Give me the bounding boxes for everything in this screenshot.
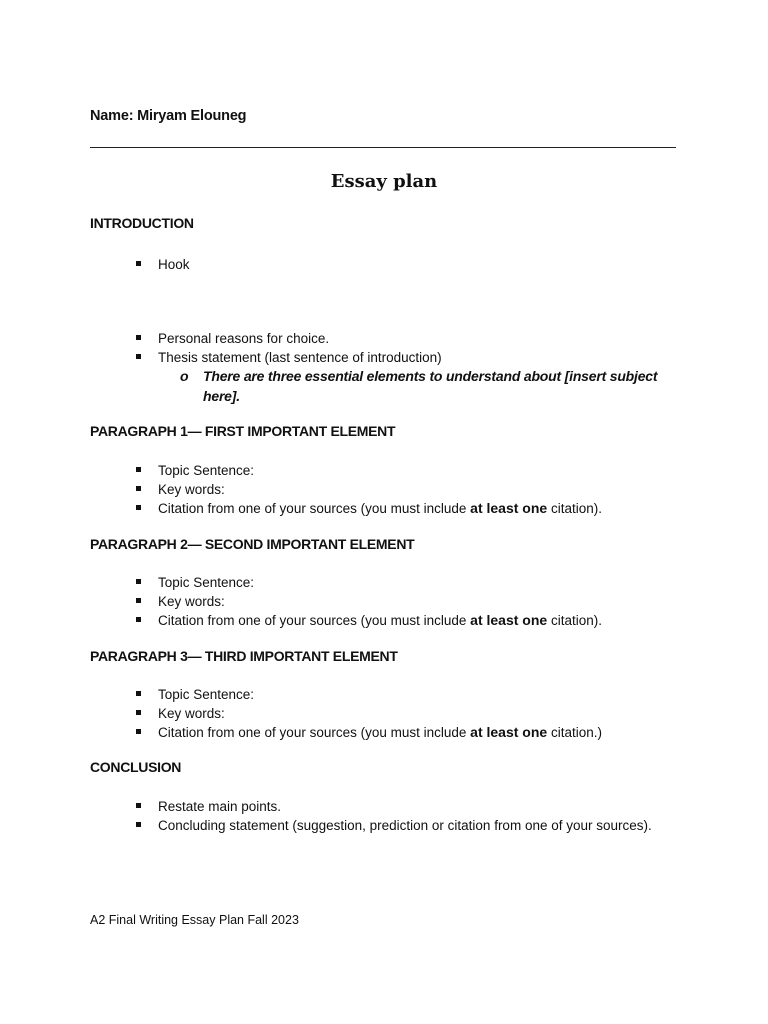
introduction-heading: INTRODUCTION xyxy=(90,215,194,231)
key-words-text: Key words: xyxy=(158,482,225,497)
bullet-square-icon xyxy=(136,467,141,472)
bullet-square-icon xyxy=(136,261,141,266)
bullet-square-icon xyxy=(136,822,141,827)
citation-text-start: Citation from one of your sources (you must include xyxy=(158,725,471,740)
bullet-square-icon xyxy=(136,354,141,359)
bullet-square-icon xyxy=(136,691,141,696)
bullet-square-icon xyxy=(136,505,141,510)
personal-reasons-text: Personal reasons for choice. xyxy=(158,331,330,346)
key-words-text: Key words: xyxy=(158,706,225,721)
citation-text-start: Citation from one of your sources (you must include xyxy=(158,501,471,516)
citation-emphasis: at least one xyxy=(470,724,548,740)
citation-text-end: citation). xyxy=(547,613,602,628)
thesis-example-text: There are three essential elements to understand about [insert subject here]. xyxy=(203,368,658,404)
citation-emphasis: at least one xyxy=(470,500,548,516)
bullet-square-icon xyxy=(136,729,141,734)
sub-bullet-marker: o xyxy=(180,368,189,384)
document-title: Essay plan xyxy=(330,171,438,192)
bullet-square-icon xyxy=(136,617,141,622)
hook-text: Hook xyxy=(158,257,190,272)
bullet-square-icon xyxy=(136,335,141,340)
bullet-square-icon xyxy=(136,598,141,603)
citation-text xyxy=(158,611,602,630)
citation-emphasis: at least one xyxy=(470,612,548,628)
topic-sentence-text: Topic Sentence: xyxy=(158,575,255,590)
paragraph3-heading: PARAGRAPH 3— THIRD IMPORTANT ELEMENT xyxy=(90,648,398,664)
student-name: Name: Miryam Elouneg xyxy=(90,108,247,124)
conclusion-heading: CONCLUSION xyxy=(90,759,182,775)
name-underline xyxy=(90,147,676,148)
citation-text-end: citation.) xyxy=(547,725,602,740)
citation-text-start: Citation from one of your sources (you must include xyxy=(158,613,471,628)
restate-text: Restate main points. xyxy=(158,799,282,814)
citation-text xyxy=(158,499,602,518)
bullet-square-icon xyxy=(136,710,141,715)
citation-text xyxy=(158,723,602,742)
concluding-statement-text: Concluding statement (suggestion, prediction or citation from one of your sources). xyxy=(158,818,652,833)
paragraph1-heading: PARAGRAPH 1— FIRST IMPORTANT ELEMENT xyxy=(90,423,396,439)
bullet-square-icon xyxy=(136,486,141,491)
citation-text-end: citation). xyxy=(547,501,602,516)
document-footer: A2 Final Writing Essay Plan Fall 2023 xyxy=(90,913,299,927)
bullet-square-icon xyxy=(136,803,141,808)
thesis-text: Thesis statement (last sentence of introduction) xyxy=(158,350,442,365)
topic-sentence-text: Topic Sentence: xyxy=(158,463,255,478)
bullet-square-icon xyxy=(136,579,141,584)
paragraph2-heading: PARAGRAPH 2— SECOND IMPORTANT ELEMENT xyxy=(90,536,415,552)
key-words-text: Key words: xyxy=(158,594,225,609)
topic-sentence-text: Topic Sentence: xyxy=(158,687,255,702)
